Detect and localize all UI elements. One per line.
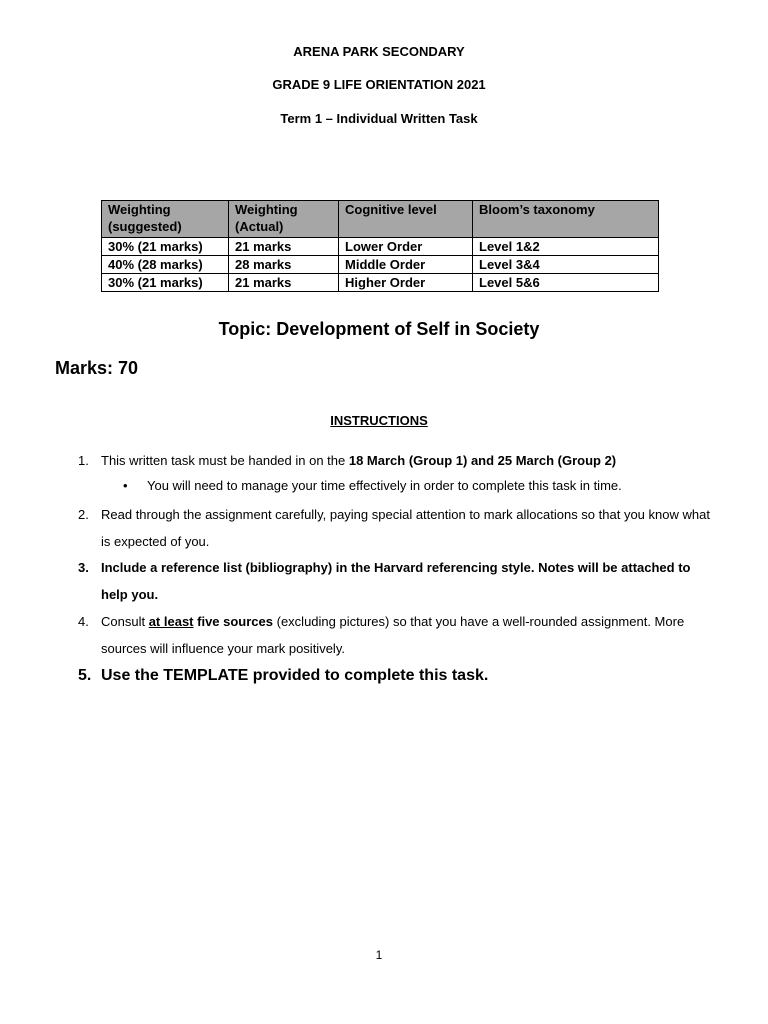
table-cell: 28 marks [229, 256, 339, 274]
page-number: 1 [375, 948, 383, 962]
item-text: (excluding pictures) so that you have a well-rounded assignment. More sources will influence your mark positively. [101, 614, 685, 656]
table-row [102, 274, 659, 292]
emphasis-text: at least [148, 614, 194, 629]
item-text: Use the TEMPLATE provided to complete this task. [101, 667, 489, 684]
table-header-cell: Weighting (suggested) [102, 201, 229, 238]
item-number: 1. [78, 453, 89, 468]
item-text: Include a reference list (bibliography) in the Harvard referencing style. Notes will be attached to help you. [101, 560, 691, 602]
table-row [102, 238, 659, 256]
table-cell: 30% (21 marks) [102, 238, 229, 256]
item-number: 2. [78, 507, 89, 522]
weighting-table [101, 200, 659, 292]
grade-title: GRADE 9 LIFE ORIENTATION 2021 [272, 77, 486, 92]
item-text: Consult [101, 614, 149, 629]
term-title: Term 1 – Individual Written Task [280, 111, 478, 126]
table-header-cell: Cognitive level [339, 201, 473, 238]
table-cell: Higher Order [339, 274, 473, 292]
table-cell: 21 marks [229, 238, 339, 256]
emphasis-text: five sources [193, 614, 274, 629]
item-number: 4. [78, 614, 89, 629]
instructions-heading: INSTRUCTIONS [330, 413, 428, 428]
bullet-text: You will need to manage your time effectively in order to complete this task in time. [147, 478, 622, 493]
item-number: 3. [78, 560, 89, 575]
table-cell: Middle Order [339, 256, 473, 274]
table-cell: 40% (28 marks) [102, 256, 229, 274]
table-header-cell: Weighting (Actual) [229, 201, 339, 238]
table-cell: Level 5&6 [473, 274, 659, 292]
marks-total: Marks: 70 [55, 358, 139, 378]
topic-title: Topic: Development of Self in Society [218, 319, 540, 339]
instruction-item-4 [78, 608, 718, 662]
instruction-item-2 [78, 501, 718, 555]
item-text: This written task must be handed in on the [101, 453, 349, 468]
table-cell: Lower Order [339, 238, 473, 256]
bullet-icon: • [123, 478, 128, 493]
instruction-item-3 [78, 554, 718, 608]
instruction-item-5 [78, 662, 718, 689]
item-number: 5. [78, 667, 92, 684]
table-cell: Level 3&4 [473, 256, 659, 274]
table-header-row [102, 201, 659, 238]
table-header-cell: Bloom’s taxonomy [473, 201, 659, 238]
table-row [102, 256, 659, 274]
due-dates: 18 March (Group 1) and 25 March (Group 2) [348, 453, 617, 468]
item-text: Read through the assignment carefully, paying special attention to mark allocations so that you know what is expected of you. [101, 507, 710, 549]
instruction-item-1 [78, 447, 718, 474]
table-cell: Level 1&2 [473, 238, 659, 256]
table-cell: 21 marks [229, 274, 339, 292]
school-name: ARENA PARK SECONDARY [293, 44, 465, 59]
table-cell: 30% (21 marks) [102, 274, 229, 292]
